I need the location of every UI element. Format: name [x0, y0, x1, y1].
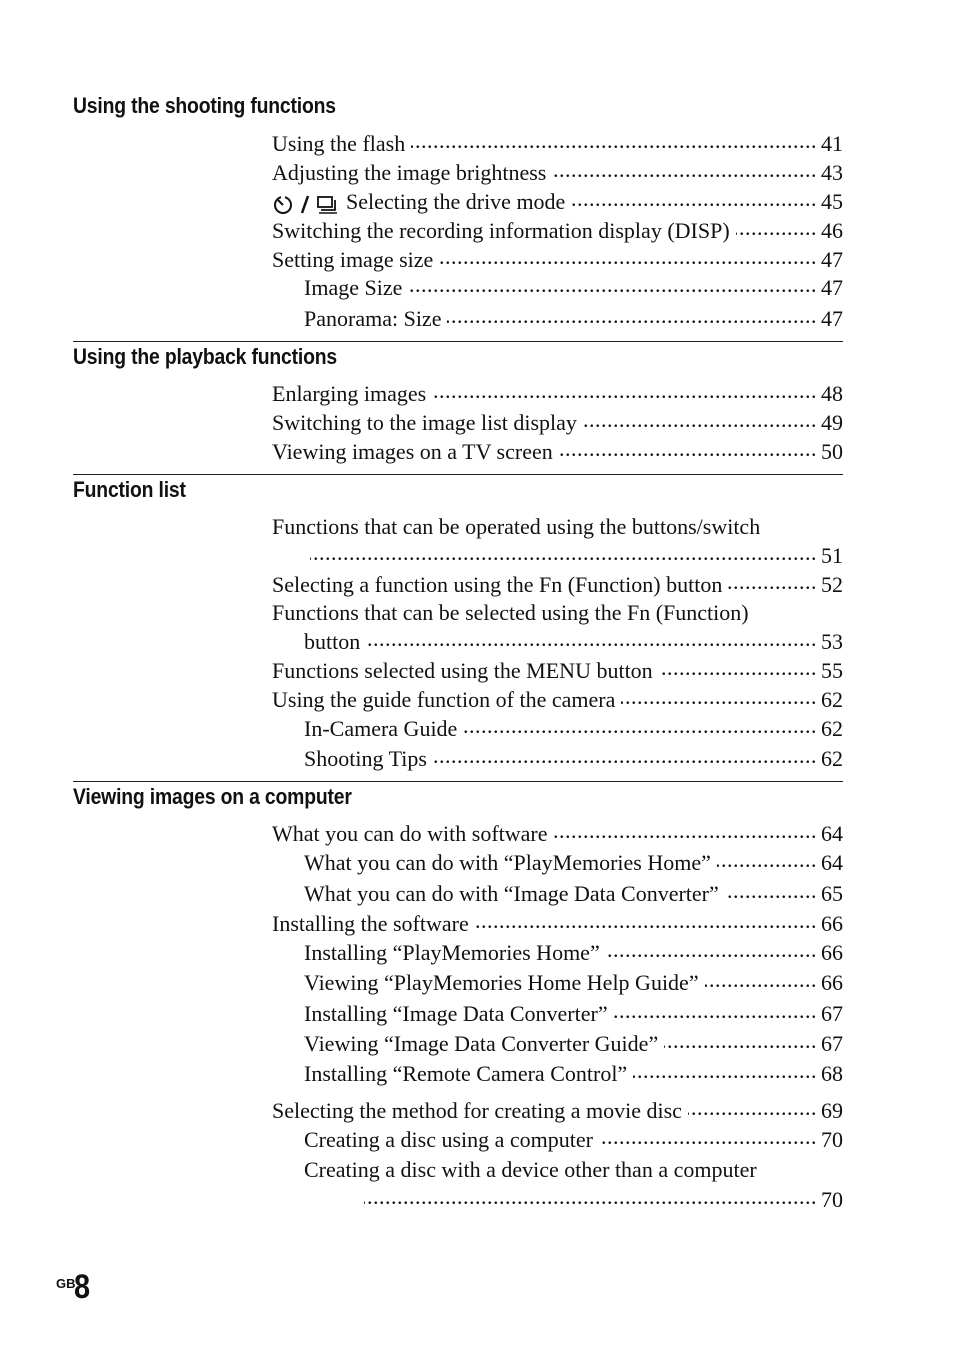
- section-divider: [73, 341, 843, 342]
- entry-label: Panorama: Size: [304, 306, 442, 331]
- toc-subentry[interactable]: [304, 1061, 843, 1087]
- toc-entry[interactable]: [272, 1098, 843, 1124]
- toc-subentry[interactable]: [304, 1127, 843, 1153]
- toc-entry-continued[interactable]: [358, 1187, 843, 1213]
- leader-dots: [366, 629, 817, 649]
- leader-dots: [439, 247, 817, 267]
- entry-label: Creating a disc using a computer: [304, 1127, 593, 1152]
- leader-dots: [475, 911, 817, 931]
- entry-page: 66: [821, 940, 843, 965]
- entry-page: 62: [821, 716, 843, 741]
- toc-subentry[interactable]: [304, 940, 843, 966]
- entry-label: Selecting a function using the Fn (Function) button: [272, 572, 723, 597]
- toc-entry[interactable]: [272, 439, 843, 465]
- entry-page: 67: [821, 1001, 843, 1026]
- entry-label: Adjusting the image brightness: [272, 160, 547, 185]
- entry-label: Viewing images on a TV screen: [272, 439, 553, 464]
- entry-page: 68: [821, 1061, 843, 1086]
- entry-page: 70: [821, 1187, 843, 1212]
- leader-dots: [364, 1187, 817, 1207]
- toc-subentry[interactable]: [304, 716, 843, 742]
- entry-page: 67: [821, 1031, 843, 1056]
- leader-dots: [571, 189, 817, 209]
- toc-subentry[interactable]: [304, 306, 843, 332]
- entry-label: What you can do with “Image Data Converter”: [304, 881, 719, 906]
- toc-entry[interactable]: [272, 658, 843, 684]
- entry-page: 64: [821, 821, 843, 846]
- leader-dots: [633, 1061, 817, 1081]
- entry-page: 50: [821, 439, 843, 464]
- leader-dots: [310, 543, 817, 563]
- entry-page: 48: [821, 381, 843, 406]
- entry-label: Image Size: [304, 275, 403, 300]
- section-shooting: [73, 93, 843, 119]
- entry-label: Selecting the drive mode: [346, 189, 566, 214]
- toc-subentry[interactable]: [304, 746, 843, 772]
- leader-dots: [705, 970, 817, 990]
- toc-subentry[interactable]: [304, 1001, 843, 1027]
- section-divider: [73, 781, 843, 782]
- entry-label-line[interactable]: Functions that can be operated using the buttons/switch: [272, 514, 761, 539]
- entry-label-line[interactable]: Creating a disc with a device other than a computer: [304, 1157, 757, 1182]
- section-playback: [73, 344, 843, 370]
- leader-dots: [725, 881, 817, 901]
- section-title: Using the playback functions: [73, 344, 338, 369]
- entry-label: Switching the recording information display (DISP): [272, 218, 730, 243]
- toc-subentry[interactable]: [304, 275, 843, 301]
- entry-label: Setting image size: [272, 247, 434, 272]
- drive-mode-icons: [272, 193, 338, 215]
- toc-entry[interactable]: [272, 687, 843, 713]
- entry-label: Installing “PlayMemories Home”: [304, 940, 600, 965]
- entry-page: 43: [821, 160, 843, 185]
- leader-dots: [583, 410, 817, 430]
- entry-page: 53: [821, 629, 843, 654]
- entry-page: 41: [821, 131, 843, 156]
- entry-label: In-Camera Guide: [304, 716, 458, 741]
- entry-label: button: [304, 629, 361, 654]
- toc-subentry[interactable]: [304, 970, 843, 996]
- section-title: Using the shooting functions: [73, 93, 336, 118]
- entry-label: What you can do with software: [272, 821, 548, 846]
- entry-page: 69: [821, 1098, 843, 1123]
- entry-page: 66: [821, 970, 843, 995]
- entry-label: Selecting the method for creating a movie disc: [272, 1098, 682, 1123]
- entry-label: Viewing “PlayMemories Home Help Guide”: [304, 970, 699, 995]
- leader-dots: [463, 716, 817, 736]
- entry-label: Using the flash: [272, 131, 406, 156]
- leader-dots: [554, 821, 817, 841]
- slash-icon: [300, 193, 310, 215]
- entry-page: 47: [821, 306, 843, 331]
- leader-dots: [717, 850, 817, 870]
- leader-dots: [447, 306, 817, 326]
- section-title: Function list: [73, 477, 186, 502]
- leader-dots: [614, 1001, 817, 1021]
- leader-dots: [432, 381, 817, 401]
- entry-label: Installing “Remote Camera Control”: [304, 1061, 628, 1086]
- section-computer: [73, 784, 843, 810]
- entry-page: 62: [821, 746, 843, 771]
- toc-entry[interactable]: [272, 911, 843, 937]
- toc-subentry[interactable]: [304, 850, 843, 876]
- leader-dots: [408, 275, 817, 295]
- section-function-list: [73, 477, 843, 503]
- leader-dots: [688, 1098, 817, 1118]
- region-code: GB: [56, 1276, 76, 1291]
- leader-dots: [659, 658, 817, 678]
- toc-entry[interactable]: [272, 410, 843, 436]
- entry-page: 64: [821, 850, 843, 875]
- leader-dots: [559, 439, 817, 459]
- entry-label-line[interactable]: Functions that can be selected using the Fn (Function): [272, 600, 749, 625]
- toc-entry[interactable]: [272, 381, 843, 407]
- toc-entry[interactable]: [272, 189, 843, 215]
- toc-entry[interactable]: [272, 247, 843, 273]
- leader-dots: [728, 572, 817, 592]
- section-divider: [73, 474, 843, 475]
- entry-page: 70: [821, 1127, 843, 1152]
- entry-label: Functions selected using the MENU button: [272, 658, 653, 683]
- entry-label: Enlarging images: [272, 381, 427, 406]
- toc-subentry[interactable]: [304, 1031, 843, 1057]
- toc-entry[interactable]: [272, 131, 843, 157]
- entry-page: 47: [821, 247, 843, 272]
- entry-page: 51: [821, 543, 843, 568]
- entry-label: Viewing “Image Data Converter Guide”: [304, 1031, 659, 1056]
- continuous-shooting-icon: [316, 194, 338, 214]
- leader-dots: [621, 687, 817, 707]
- entry-label: Switching to the image list display: [272, 410, 577, 435]
- leader-dots: [606, 940, 817, 960]
- entry-page: 47: [821, 275, 843, 300]
- entry-label-with-icons: [272, 189, 571, 215]
- page-number: 8: [74, 1268, 91, 1306]
- entry-label: Using the guide function of the camera: [272, 687, 616, 712]
- entry-page: 62: [821, 687, 843, 712]
- leader-dots: [552, 160, 817, 180]
- entry-page: 45: [821, 189, 843, 214]
- toc-entry-continued[interactable]: [304, 629, 843, 655]
- toc-subentry[interactable]: [304, 881, 843, 907]
- leader-dots: [411, 131, 817, 151]
- toc-entry[interactable]: [272, 218, 843, 244]
- entry-label: Installing “Image Data Converter”: [304, 1001, 608, 1026]
- entry-label: Shooting Tips: [304, 746, 427, 771]
- self-timer-icon: [272, 193, 294, 215]
- entry-label: Installing the software: [272, 911, 469, 936]
- entry-label: What you can do with “PlayMemories Home”: [304, 850, 711, 875]
- toc-entry-continued[interactable]: [304, 543, 843, 569]
- entry-page: 46: [821, 218, 843, 243]
- toc-entry[interactable]: [272, 821, 843, 847]
- leader-dots: [599, 1127, 817, 1147]
- toc-entry[interactable]: [272, 572, 843, 598]
- entry-page: 52: [821, 572, 843, 597]
- section-title: Viewing images on a computer: [73, 784, 352, 809]
- leader-dots: [433, 746, 817, 766]
- entry-page: 66: [821, 911, 843, 936]
- leader-dots: [736, 218, 817, 238]
- entry-page: 65: [821, 881, 843, 906]
- entry-page: 55: [821, 658, 843, 683]
- entry-page: 49: [821, 410, 843, 435]
- toc-entry[interactable]: [272, 160, 843, 186]
- leader-dots: [664, 1031, 817, 1051]
